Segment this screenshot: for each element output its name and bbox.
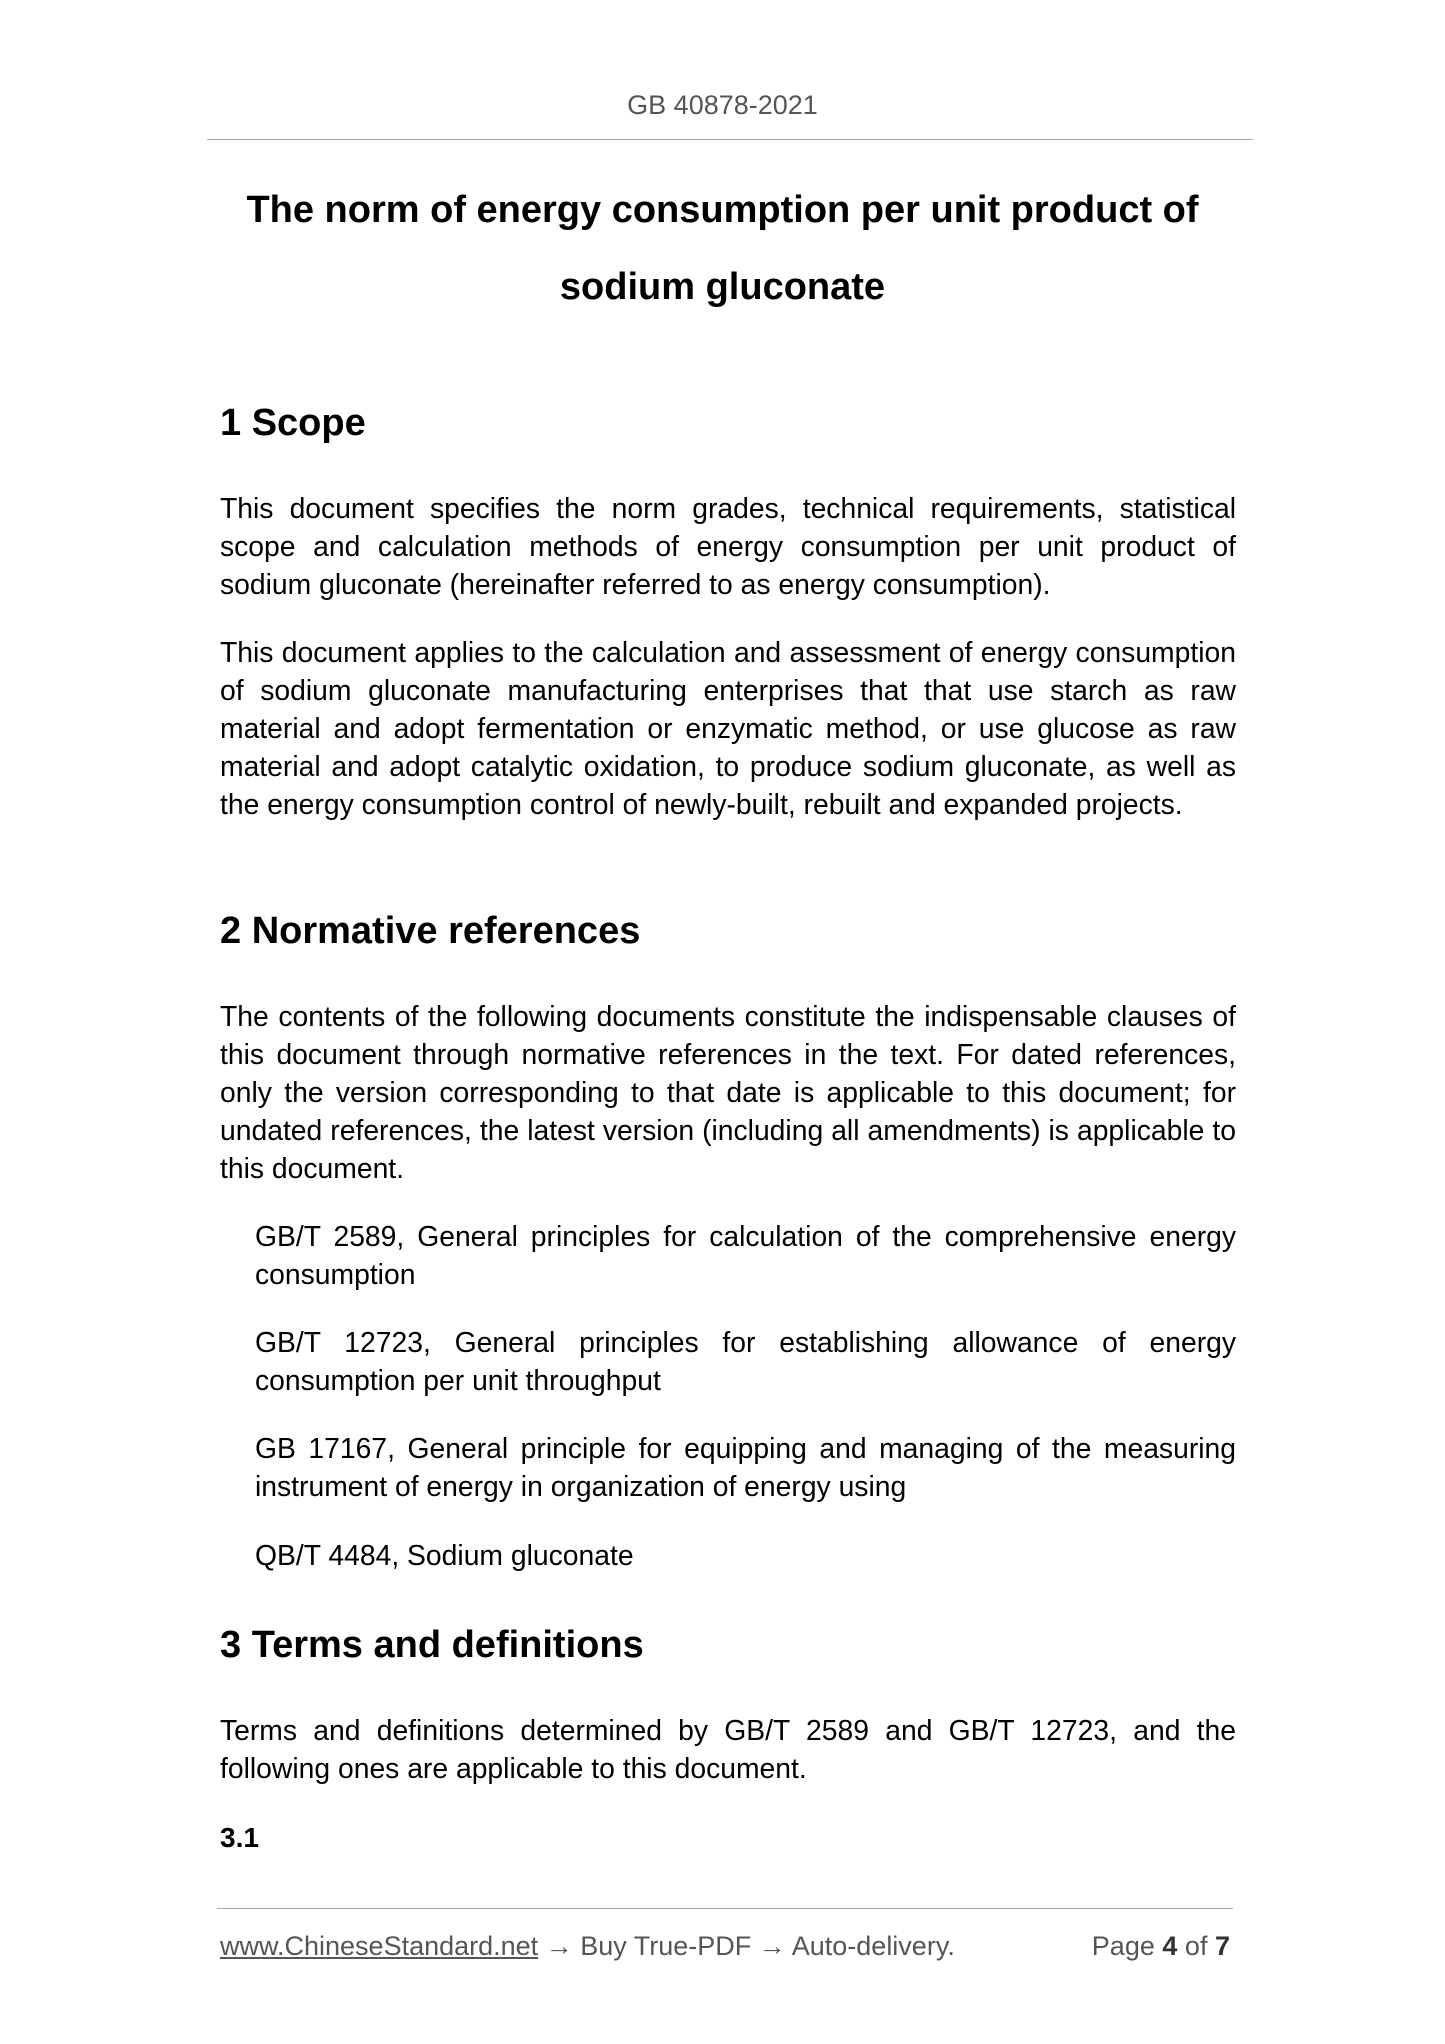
reference-item: GB/T 12723, General principles for establishing allowance of energy consumption per unit throughput: [255, 1326, 1236, 1396]
page-word: Page: [1091, 1931, 1155, 1961]
page-indicator: [1092, 1930, 1230, 1962]
current-page-number: 4: [1162, 1931, 1178, 1961]
header-divider: [207, 139, 1253, 140]
scope-paragraph-1: This document specifies the norm grades, technical requirements, statistical scope and calculation methods of energy consumption per unit product of sodium gluconate (hereinafter referred to as energy consumption).: [220, 492, 1236, 600]
total-page-number: 7: [1214, 1931, 1230, 1961]
section-heading-normative-references: 2 Normative references: [220, 910, 641, 952]
document-title-line-1: The norm of energy consumption per unit product of: [246, 189, 1199, 231]
subclause-number: 3.1: [220, 1822, 259, 1853]
footer-promo: [220, 1930, 955, 1962]
website-link[interactable]: www.ChineseStandard.net: [220, 1931, 539, 1961]
reference-item: QB/T 4484, Sodium gluconate: [255, 1539, 634, 1571]
document-title-line-2: sodium gluconate: [559, 266, 886, 308]
of-word: of: [1184, 1931, 1208, 1961]
section-heading-scope: 1 Scope: [220, 402, 366, 444]
page-header: GB 40878-2021: [627, 90, 818, 120]
reference-item: GB/T 2589, General principles for calculation of the comprehensive energy consumption: [255, 1220, 1236, 1290]
section-heading-terms-definitions: 3 Terms and definitions: [220, 1624, 644, 1666]
footer-divider: [217, 1908, 1233, 1909]
scope-paragraph-2: This document applies to the calculation and assessment of energy consumption of sodium gluconate manufacturing enterprises that that use starch as raw material and adopt fermentation or enzymatic method, or use glucose as raw material and adopt catalytic oxidation, to produce sodium gluconate, as well as the energy consumption control of newly-built, rebuilt and expanded projects.: [220, 636, 1236, 820]
terms-intro-paragraph: Terms and definitions determined by GB/T 2589 and GB/T 12723, and the following ones are applicable to this document.: [220, 1714, 1236, 1784]
reference-item: GB 17167, General principle for equipping and managing of the measuring instrument of energy in organization of energy using: [255, 1432, 1236, 1502]
normative-intro-paragraph: The contents of the following documents constitute the indispensable clauses of this document through normative references in the text. For dated references, only the version corresponding to that date is applicable to this document; for undated references, the latest version (including all amendments) is applicable to this document.: [220, 1000, 1236, 1184]
footer-tagline: → Buy True-PDF → Auto-delivery.: [538, 1931, 955, 1961]
